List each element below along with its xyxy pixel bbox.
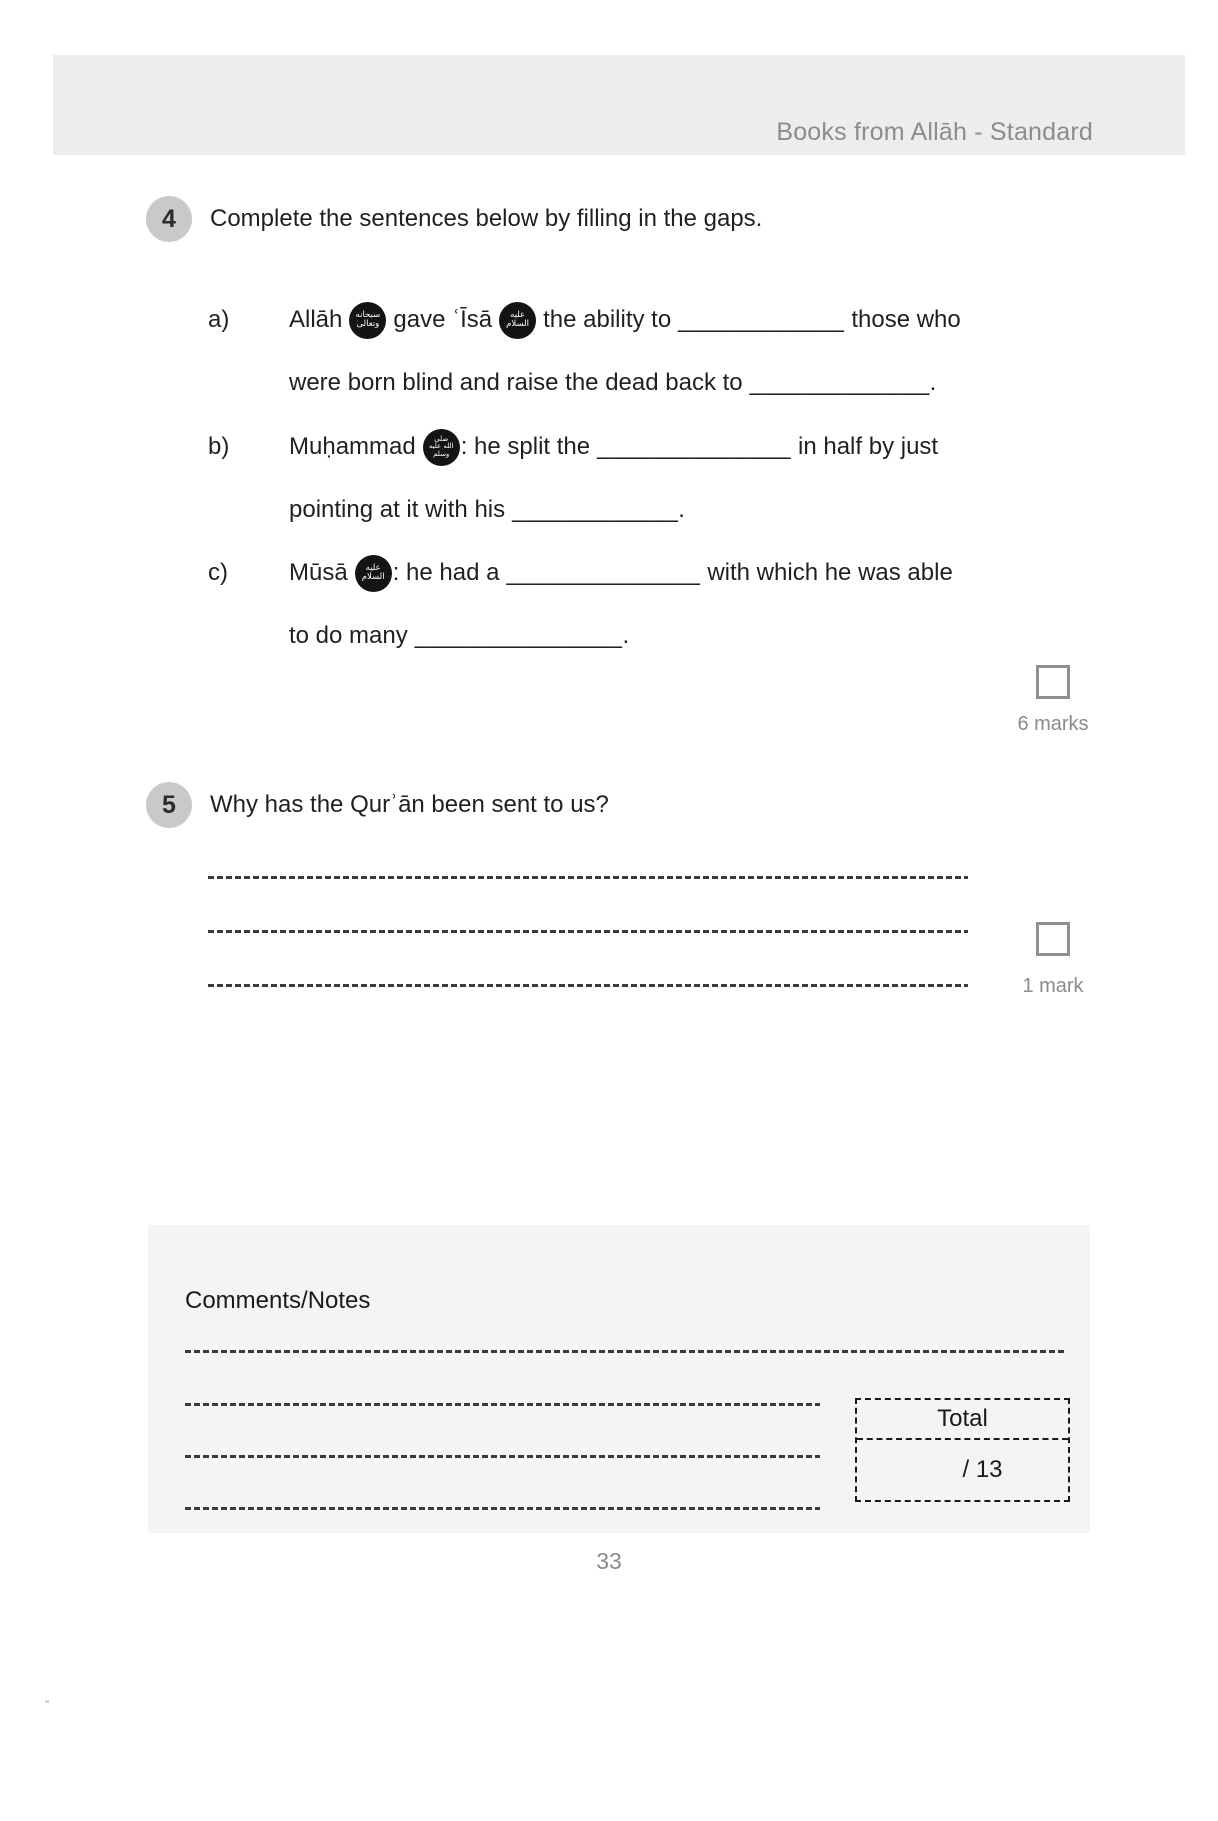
question5-prompt: Why has the Qurʾān been sent to us? bbox=[210, 791, 609, 818]
medallion-text: وتعالى bbox=[356, 319, 380, 329]
medallion-text: سبحانه bbox=[355, 310, 381, 320]
medallion-text: صلى bbox=[434, 434, 449, 443]
q5-answer-line bbox=[208, 984, 968, 987]
question5-number: 5 bbox=[162, 790, 176, 819]
q4-marks-checkbox bbox=[1036, 665, 1070, 699]
medallion-text: عليه bbox=[365, 563, 381, 573]
comments-line bbox=[185, 1350, 1065, 1353]
q4-item-a-line1 bbox=[289, 300, 961, 340]
question4-prompt: Complete the sentences below by filling in the gaps. bbox=[210, 205, 763, 232]
q5-marks-label: 1 mark bbox=[1022, 975, 1084, 997]
q4-item-b-label: b) bbox=[208, 433, 230, 460]
text-segment: : he had a bbox=[392, 559, 500, 586]
q4-marks-label: 6 marks bbox=[1017, 713, 1089, 735]
total-label: Total bbox=[857, 1400, 1068, 1440]
comments-box bbox=[148, 1225, 1090, 1533]
medallion-text: وسلم bbox=[433, 449, 450, 458]
text-segment: gave ʿĪsā bbox=[393, 306, 493, 333]
text-segment: Mūsā bbox=[289, 559, 348, 586]
alayhis-salam-icon bbox=[355, 555, 392, 592]
answer-blank: _____________. bbox=[749, 369, 937, 396]
sallallahu-alayhi-wasallam-icon bbox=[423, 429, 460, 466]
text-segment: were born blind and raise the dead back to bbox=[289, 369, 743, 396]
header-band bbox=[53, 55, 1185, 155]
question4-number: 4 bbox=[162, 204, 176, 233]
q4-item-a-label: a) bbox=[208, 306, 230, 333]
q4-item-c-line2 bbox=[289, 616, 630, 656]
subhanahu-wa-taala-icon bbox=[349, 302, 386, 339]
comments-line bbox=[185, 1403, 820, 1406]
header-title: Books from Allāh - Standard bbox=[776, 118, 1093, 146]
question4-number-badge bbox=[146, 196, 192, 242]
text-segment: : he split the bbox=[460, 433, 591, 460]
medallion-text: عليه bbox=[510, 310, 526, 320]
q5-answer-line bbox=[208, 876, 968, 879]
answer-blank: ______________ bbox=[597, 433, 792, 460]
q4-item-a-line2 bbox=[289, 363, 937, 403]
q5-marks-checkbox bbox=[1036, 922, 1070, 956]
q4-item-c-label: c) bbox=[208, 559, 228, 586]
stray-print-mark bbox=[45, 1700, 49, 1703]
text-segment: those who bbox=[851, 306, 961, 333]
text-segment: to do many bbox=[289, 622, 408, 649]
question5-number-badge bbox=[146, 782, 192, 828]
answer-blank: ____________ bbox=[678, 306, 845, 333]
text-segment: in half by just bbox=[798, 433, 939, 460]
text-segment: Allāh bbox=[289, 306, 343, 333]
q5-answer-line bbox=[208, 930, 968, 933]
medallion-text: السلام bbox=[361, 572, 385, 582]
medallion-text: السلام bbox=[506, 319, 530, 329]
q4-item-b-line1 bbox=[289, 427, 938, 467]
q4-item-b-line2 bbox=[289, 490, 685, 530]
text-segment: pointing at it with his bbox=[289, 496, 506, 523]
q4-item-c-line1 bbox=[289, 553, 953, 593]
medallion-text: الله عليه bbox=[428, 442, 454, 451]
text-segment: Muḥammad bbox=[289, 433, 416, 460]
text-segment: the ability to bbox=[543, 306, 672, 333]
answer-blank: ______________ bbox=[506, 559, 701, 586]
page-number: 33 bbox=[596, 1548, 622, 1574]
answer-blank: _______________. bbox=[414, 622, 630, 649]
text-segment: with which he was able bbox=[707, 559, 953, 586]
comments-line bbox=[185, 1455, 820, 1458]
total-score: / 13 bbox=[962, 1456, 1003, 1483]
comments-line bbox=[185, 1507, 820, 1510]
alayhis-salam-icon bbox=[499, 302, 536, 339]
answer-blank: ____________. bbox=[512, 496, 686, 523]
total-box bbox=[855, 1398, 1070, 1502]
comments-title: Comments/Notes bbox=[185, 1287, 371, 1314]
